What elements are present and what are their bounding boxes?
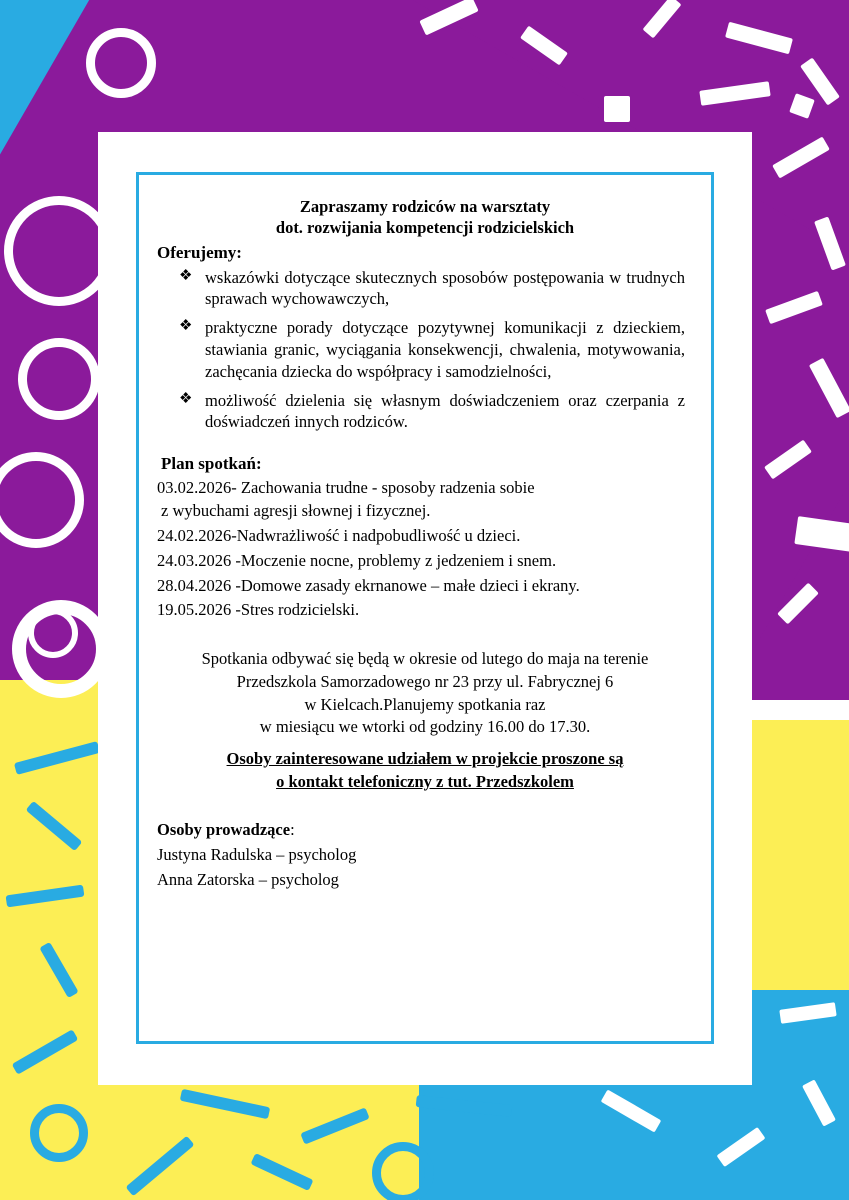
diamond-bullet-icon: ❖ [179, 318, 193, 335]
plan-item-text: 03.02.2026- Zachowania trudne - sposoby radzenia sobie [157, 478, 535, 498]
leaders-heading [157, 819, 693, 842]
list-item [179, 267, 685, 311]
ring-decoration [30, 1104, 88, 1162]
plan-list [157, 477, 693, 622]
offer-heading: Oferujemy: [157, 243, 242, 263]
page-title [157, 197, 693, 238]
list-item-text-cont: w trudnych sprawach wychowawczych, [205, 267, 686, 309]
plan-item-text: 19.05.2026 -Stres rodzicielski. [157, 600, 360, 620]
diamond-bullet-icon: ❖ [179, 390, 193, 407]
list-item [157, 599, 693, 622]
list-item-text: możliwość dzielenia się własnym doświadczeniem oraz czerpania [205, 390, 669, 410]
ring-decoration [86, 28, 156, 98]
list-item [157, 575, 693, 598]
list-item [179, 390, 685, 434]
ring-decoration [28, 608, 78, 658]
list-item-text: wskazówki dotyczące skutecznych sposobów postępowania [205, 267, 605, 287]
diamond-bullet-icon: ❖ [179, 267, 193, 284]
leaders-heading-colon: : [290, 820, 295, 840]
info-line-4: w miesiącu we wtorki od godziny 16.00 do 17.30. [259, 717, 591, 737]
list-item [157, 477, 693, 523]
title-line-2: dot. rozwijania kompetencji rodzicielskich [275, 217, 575, 237]
plan-item-text: 24.03.2026 -Moczenie nocne, problemy z jedzeniem i snem. [157, 550, 557, 570]
contact-call-to-action [157, 747, 693, 793]
list-item-text: praktyczne porady dotyczące pozytywnej komunikacji z dzieckiem, stawiania granic, wyciągania konsekwencji, chwalenia, motywowania, zachęcania dziecka do współpracy i samodzielności, [205, 318, 685, 381]
plan-item-text: 28.04.2026 -Domowe zasady ekrnanowe – małe dzieci i ekrany. [157, 575, 580, 595]
leader-name: Anna Zatorska – psycholog [157, 869, 339, 889]
ring-decoration [372, 1142, 434, 1200]
dash-decoration [604, 96, 630, 122]
meeting-info [157, 648, 693, 793]
list-item [179, 317, 685, 382]
list-item [157, 550, 693, 573]
content-body [157, 197, 693, 892]
plan-heading: Plan spotkań: [161, 454, 262, 474]
list-item-text-cont: z doświadczeń innych rodziców. [205, 390, 685, 432]
cta-line-1: Osoby zainteresowane udziałem w projekcie proszone są [226, 749, 624, 769]
offer-list [157, 267, 693, 433]
info-line-1: Spotkania odbywać się będą w okresie od lutego do maja na terenie [201, 649, 649, 669]
cta-line-2: o kontakt telefoniczny z tut. Przedszkolem [276, 772, 574, 792]
leader-name: Justyna Radulska – psycholog [157, 845, 357, 865]
info-line-3: w Kielcach.Planujemy spotkania raz [304, 694, 546, 714]
ring-decoration [18, 338, 100, 420]
info-line-2: Przedszkola Samorzadowego nr 23 przy ul. Fabrycznej 6 [236, 671, 614, 691]
leaders-heading-text: Osoby prowadzące [157, 820, 291, 840]
list-item [157, 525, 693, 548]
title-line-1: Zapraszamy rodziców na warsztaty [299, 197, 551, 216]
content-card [136, 172, 714, 1044]
plan-item-text: 24.02.2026-Nadwrażliwość i nadpobudliwość u dzieci. [157, 526, 521, 546]
plan-item-text-cont: z wybuchami agresji słownej i fizycznej. [161, 501, 431, 521]
leaders-section [157, 819, 693, 891]
